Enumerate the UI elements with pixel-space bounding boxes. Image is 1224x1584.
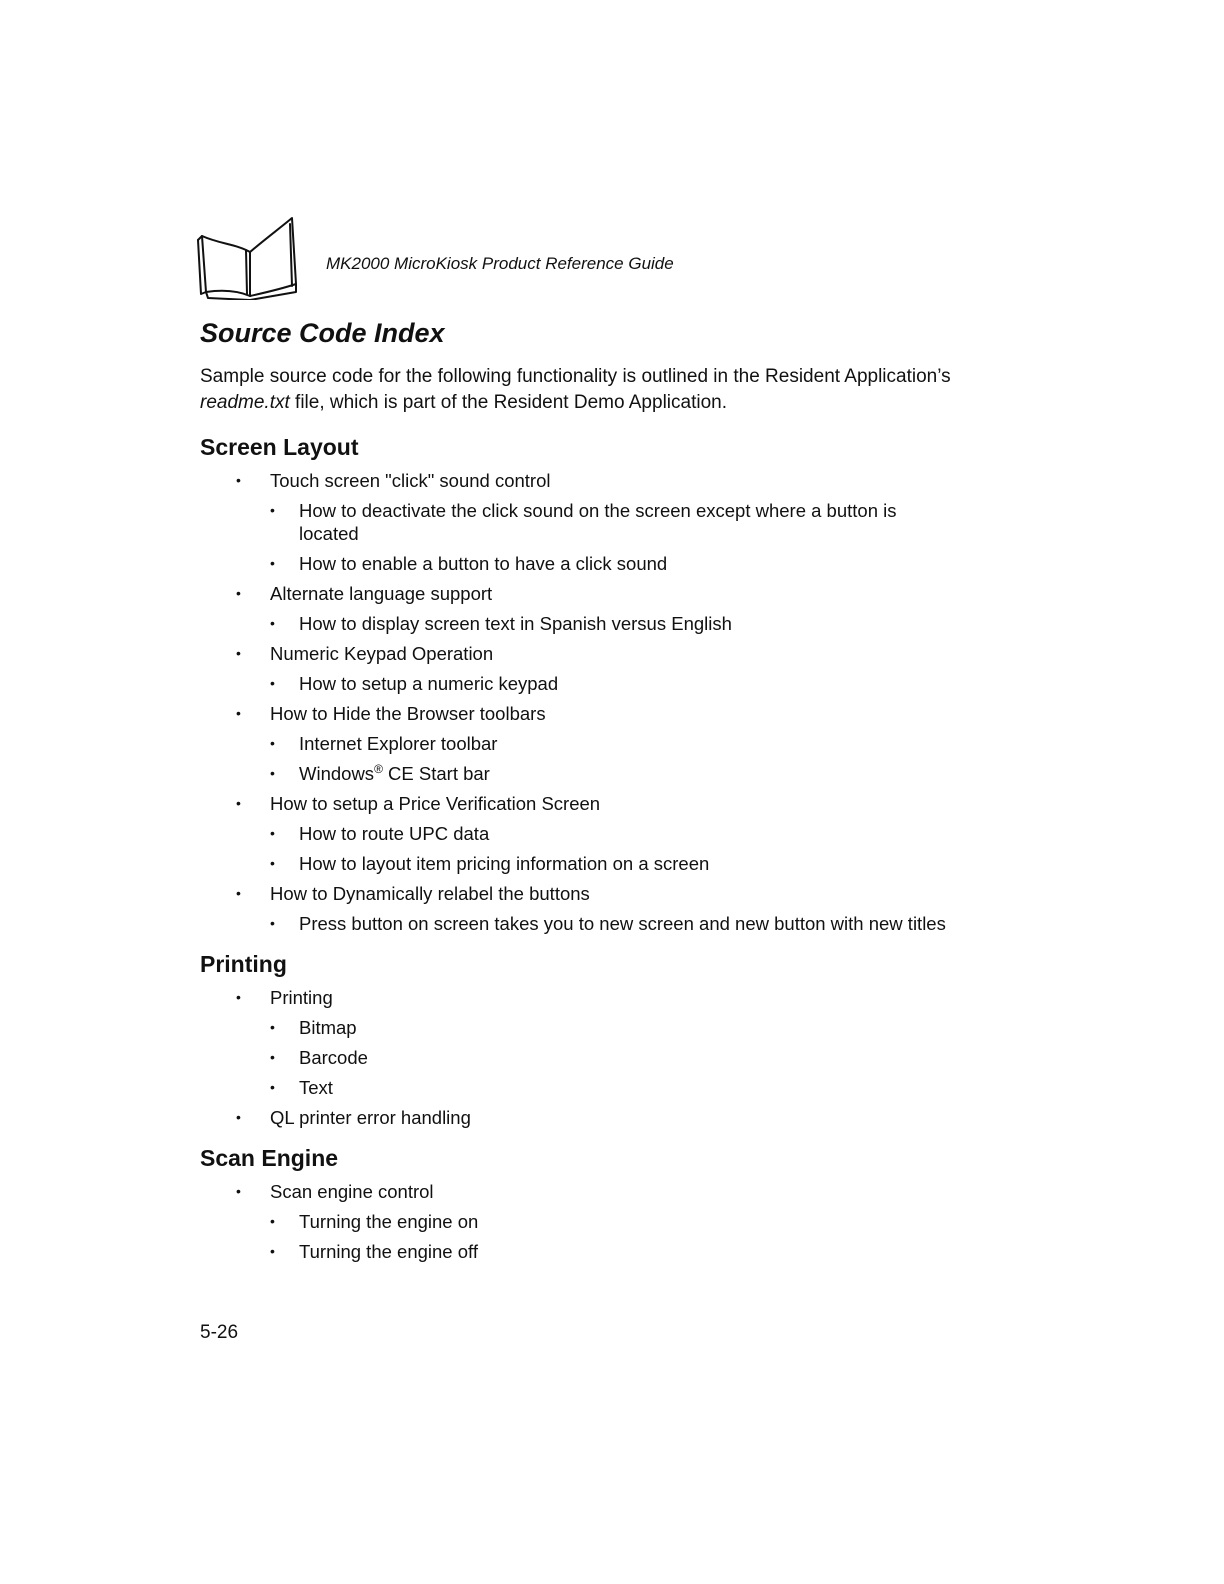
list-item: • How to setup a Price Verification Screen [200,792,1020,815]
list-item [200,762,1020,785]
list-item: • How to route UPC data [200,822,1020,845]
intro-text-end: file, which is part of the Resident Demo Application. [289,392,727,413]
list-item: • How to display screen text in Spanish versus English [200,612,1020,635]
list-item: • Scan engine control [200,1180,1020,1203]
list-item: • How to Dynamically relabel the buttons [200,882,1020,905]
section-spacer [200,935,1020,949]
open-book-icon [192,214,302,300]
section-heading-scan-engine: Scan Engine [200,1145,339,1171]
section-heading-printing: Printing [200,951,287,977]
ce-start-bar-text: CE Start bar [382,763,490,784]
list-item: • Printing [200,986,1020,1009]
list-item: • Turning the engine on [200,1210,1020,1233]
screen-layout-list [200,469,1020,935]
list-item: • How to setup a numeric keypad [200,672,1020,695]
list-item: • Text [200,1076,1020,1099]
content [200,432,1020,1263]
section-spacer [200,1129,1020,1143]
list-item: • Touch screen "click" sound control [200,469,1020,492]
printing-list [200,986,1020,1129]
list-item: • Internet Explorer toolbar [200,732,1020,755]
page-title: Source Code Index [200,318,445,348]
windows-text: Windows [299,763,375,784]
list-item: • Barcode [200,1046,1020,1069]
intro-text-start: Sample source code for the following functionality is outlined in the Resident Application’s [200,366,951,387]
list-item: • How to deactivate the click sound on the screen except where a button is located [200,499,959,545]
list-item: • How to enable a button to have a click sound [200,552,1020,575]
list-item: • Numeric Keypad Operation [200,642,1020,665]
list-item: • Press button on screen takes you to new screen and new button with new titles [200,912,1020,935]
page-header [192,214,892,304]
scan-engine-list [200,1180,1020,1263]
running-title: MK2000 MicroKiosk Product Reference Guide [326,254,674,273]
section-heading-screen-layout: Screen Layout [200,434,359,460]
list-item: • How to layout item pricing information on a screen [200,852,1020,875]
list-item: • Turning the engine off [200,1240,1020,1263]
list-item: • QL printer error handling [200,1106,1020,1129]
registered-mark: ® [374,761,383,776]
list-item: • Bitmap [200,1016,1020,1039]
list-item: • Alternate language support [200,582,1020,605]
readme-filename: readme.txt [200,392,290,413]
intro-paragraph [200,364,1020,416]
page-number: 5-26 [200,1322,239,1343]
list-item: • How to Hide the Browser toolbars [200,702,1020,725]
